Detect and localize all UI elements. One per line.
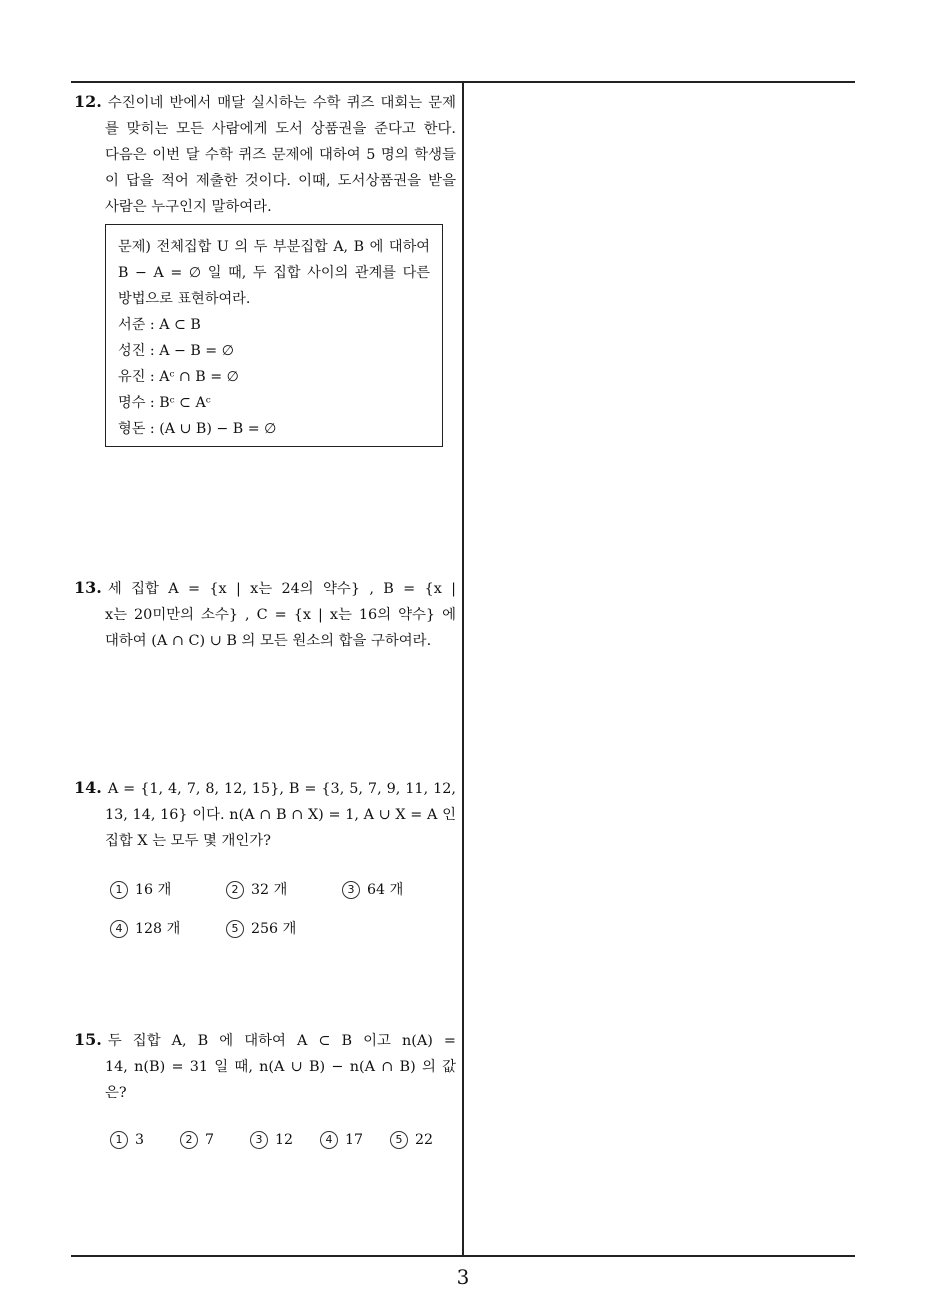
- student-answer: 서준 : A ⊂ B: [118, 317, 201, 333]
- problem-line: 은?: [105, 1085, 127, 1101]
- choice-text: 22: [415, 1132, 434, 1148]
- problem-line: 를 맞히는 모든 사람에게 도서 상품권을 준다고 한다.: [105, 121, 456, 137]
- problem-13: [74, 575, 456, 654]
- problem-number: 13.: [74, 578, 102, 597]
- problem-line: 대하여 (A ∩ C) ∪ B 의 모든 원소의 합을 구하여라.: [105, 633, 432, 649]
- problem-line: 다음은 이번 달 수학 퀴즈 문제에 대하여 5 명의 학생들: [105, 147, 456, 163]
- choice-number-icon: 4: [110, 920, 128, 938]
- choice-text: 32 개: [251, 882, 288, 898]
- bottom-rule: [71, 1255, 855, 1257]
- problem-number: 14.: [74, 778, 102, 797]
- page-number: 3: [456, 1265, 470, 1289]
- choice-number-icon: 4: [320, 1131, 338, 1149]
- choice-number-icon: 2: [180, 1131, 198, 1149]
- problem-12: [74, 89, 456, 220]
- choice-option[interactable]: [226, 918, 296, 938]
- choice-number-icon: 5: [226, 920, 244, 938]
- choice-text: 256 개: [251, 921, 297, 937]
- choice-text: 64 개: [367, 882, 404, 898]
- box-line: B − A = ∅ 일 때, 두 집합 사이의 관계를 다른: [118, 265, 430, 281]
- box-line: 문제) 전체집합 U 의 두 부분집합 A, B 에 대하여: [118, 239, 430, 255]
- student-answer: 형돈 : (A ∪ B) − B = ∅: [118, 421, 277, 437]
- problem-line: [74, 775, 456, 802]
- problem-line: [74, 1027, 456, 1054]
- choice-text: 17: [345, 1132, 364, 1148]
- choice-number-icon: 3: [250, 1131, 268, 1149]
- choice-text: 12: [275, 1132, 294, 1148]
- choice-option[interactable]: [390, 1131, 433, 1149]
- problem-line: x는 20미만의 소수} , C = {x | x는 16의 약수} 에: [105, 607, 456, 623]
- choice-text: 128 개: [135, 921, 181, 937]
- choice-option[interactable]: [110, 879, 171, 899]
- choice-text: 16 개: [135, 882, 172, 898]
- choice-text: 7: [205, 1132, 215, 1148]
- problem-15: [74, 1027, 456, 1106]
- choice-option[interactable]: [180, 1131, 214, 1149]
- problem-line: 사람은 누구인지 말하여라.: [105, 199, 272, 215]
- student-answer: 유진 : Aᶜ ∩ B = ∅: [118, 369, 239, 385]
- problem-text: 두 집합 A, B 에 대하여 A ⊂ B 이고 n(A) =: [107, 1033, 456, 1049]
- problem-line: 이 답을 적어 제출한 것이다. 이때, 도서상품권을 받을: [105, 173, 456, 189]
- choice-option[interactable]: [250, 1131, 293, 1149]
- problem-line: [74, 89, 456, 116]
- choice-option[interactable]: [110, 918, 180, 938]
- choice-number-icon: 2: [226, 881, 244, 899]
- box-line: 방법으로 표현하여라.: [118, 291, 251, 307]
- student-answer: 명수 : Bᶜ ⊂ Aᶜ: [118, 395, 211, 411]
- choice-text: 3: [135, 1132, 145, 1148]
- problem-14: [74, 775, 456, 854]
- problem-number: 15.: [74, 1030, 102, 1049]
- problem-text: 수진이네 반에서 매달 실시하는 수학 퀴즈 대회는 문제: [107, 95, 456, 111]
- problem-line: 14, n(B) = 31 일 때, n(A ∪ B) − n(A ∩ B) 의 값: [105, 1059, 456, 1075]
- problem-text: A = {1, 4, 7, 8, 12, 15}, B = {3, 5, 7, 9, 11, 12,: [107, 781, 456, 797]
- quiz-problem-box: [105, 224, 443, 447]
- choice-option[interactable]: [110, 1131, 144, 1149]
- problem-number: 12.: [74, 92, 102, 111]
- problem-line: 집합 X 는 모두 몇 개인가?: [105, 833, 271, 849]
- choice-number-icon: 1: [110, 1131, 128, 1149]
- choice-option[interactable]: [342, 879, 403, 899]
- choice-number-icon: 5: [390, 1131, 408, 1149]
- choice-number-icon: 3: [342, 881, 360, 899]
- column-divider: [462, 82, 464, 1256]
- problem-text: 세 집합 A = {x | x는 24의 약수} , B = {x |: [107, 581, 456, 597]
- choice-number-icon: 1: [110, 881, 128, 899]
- choice-option[interactable]: [320, 1131, 363, 1149]
- problem-line: [74, 575, 456, 602]
- problem-line: 13, 14, 16} 이다. n(A ∩ B ∩ X) = 1, A ∪ X = A 인: [105, 807, 456, 823]
- student-answer: 성진 : A − B = ∅: [118, 343, 235, 359]
- choice-option[interactable]: [226, 879, 287, 899]
